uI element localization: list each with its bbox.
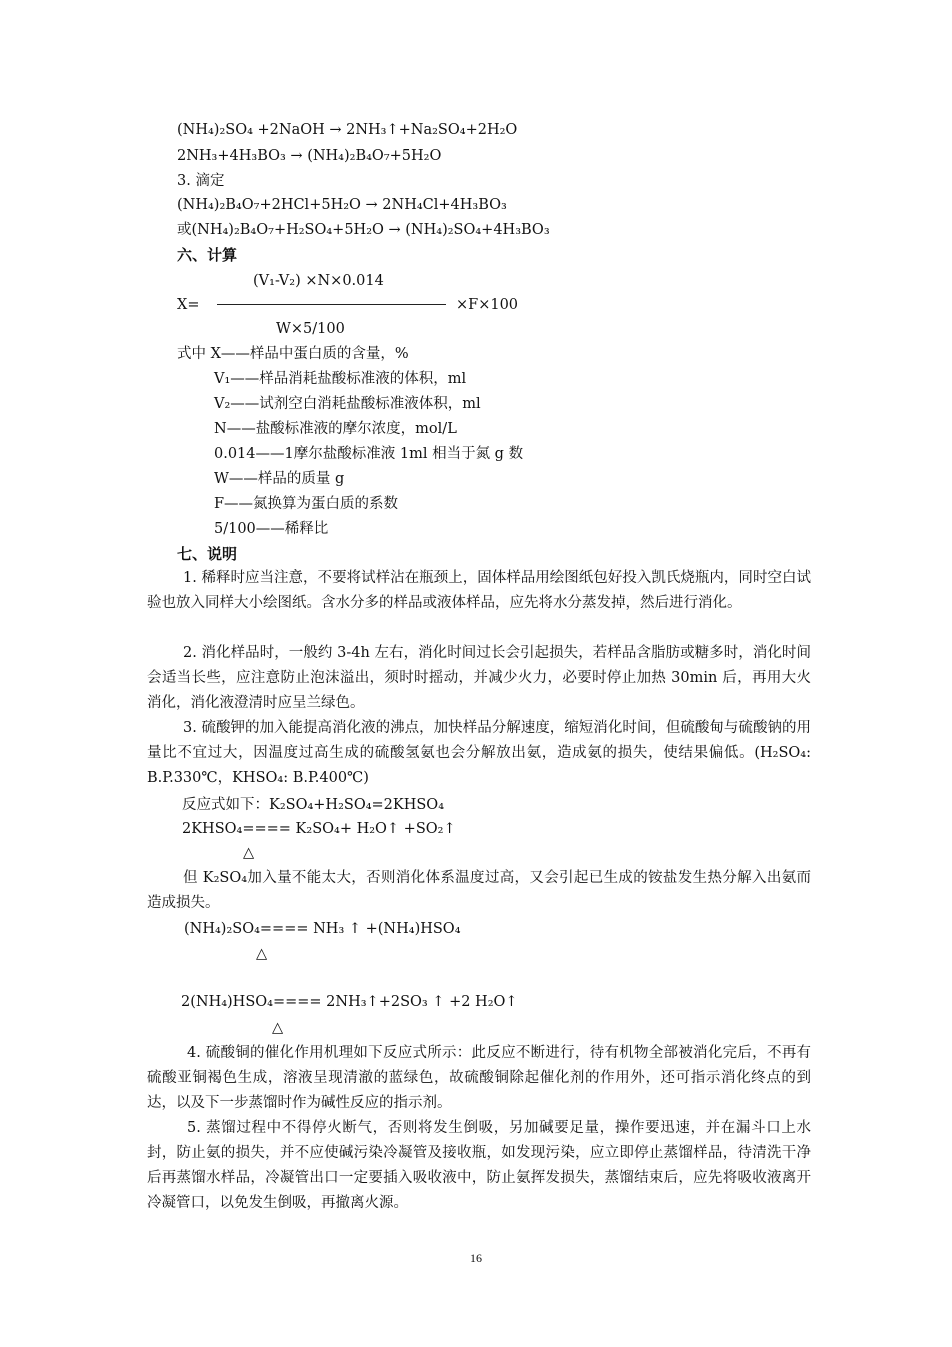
note-paragraph-1: 1. 稀释时应当注意，不要将试样沾在瓶颈上，固体样品用绘图纸包好投入凯氏烧瓶内，同时空白试验也放入同样大小绘图纸。含水分多的样品或液体样品，应先将水分蒸发掉，然后进行消化。 — [147, 570, 811, 611]
equation-3: (NH₄)₂B₄O₇+2HCl+5H₂O → 2NH₄Cl+4H₃BO₃ — [177, 197, 507, 213]
note-paragraph-3b: 但 K₂SO₄加入量不能太大，否则消化体系温度过高，又会引起已生成的铵盐发生热分解入出氨而造成损失。 — [147, 870, 811, 911]
step-3-title: 3. 滴定 — [177, 173, 225, 189]
definition-dilution: 5/100——稀释比 — [214, 521, 329, 537]
equation-8: 2(NH₄)HSO₄==== 2NH₃↑+2SO₃ ↑ +2 H₂O↑ — [181, 994, 518, 1010]
equation-4: 或(NH₄)₂B₄O₇+H₂SO₄+5H₂O → (NH₄)₂SO₄+4H₃BO₃ — [177, 222, 550, 238]
section-7-heading: 七、说明 — [177, 545, 238, 563]
definition-n: N——盐酸标准液的摩尔浓度，mol/L — [214, 421, 457, 437]
definition-x: 式中 X——样品中蛋白质的含量，% — [177, 346, 409, 362]
formula-rhs: ×F×100 — [456, 297, 519, 313]
equation-6: 2KHSO₄==== K₂SO₄+ H₂O↑ +SO₂↑ — [182, 821, 456, 837]
heat-symbol-3: △ — [272, 1020, 284, 1036]
heat-symbol-2: △ — [256, 946, 268, 962]
heat-symbol-1: △ — [243, 845, 255, 861]
note-paragraph-5: 5. 蒸馏过程中不得停火断气，否则将发生倒吸，另加碱要足量，操作要迅速，并在漏斗口上水封，防止氨的损失，并不应使碱污染冷凝管及接收瓶，如发现污染，应立即停止蒸馏样品，待清洗干净后再蒸馏水样品，冷凝管出口一定要插入吸收液中，防止氨挥发损失，蒸馏结束后，应先将吸收液离开冷凝管口，以免发生倒吸，再撤离火源。 — [147, 1120, 811, 1211]
formula-lhs: X= — [177, 297, 200, 313]
note-paragraph-4: 4. 硫酸铜的催化作用机理如下反应式所示：此反应不断进行，待有机物全部被消化完后，不再有硫酸亚铜褐色生成，溶液呈现清澈的蓝绿色，故硫酸铜除起催化剂的作用外，还可指示消化终点的到达，以及下一步蒸馏时作为碱性反应的指示剂。 — [147, 1045, 811, 1111]
formula-denominator: W×5/100 — [276, 321, 345, 337]
definition-f: F——氮换算为蛋白质的系数 — [214, 496, 399, 512]
note-paragraph-3: 3. 硫酸钾的加入能提高消化液的沸点，加快样品分解速度，缩短消化时间，但硫酸甸与硫酸钠的用量比不宜过大，因温度过高生成的硫酸氢氨也会分解放出氨，造成氨的损失，使结果偏低。(H₂SO₄: B.P.330℃，KHSO₄: B.P.400℃) — [147, 720, 811, 786]
equation-1: (NH₄)₂SO₄ +2NaOH → 2NH₃↑+Na₂SO₄+2H₂O — [177, 122, 518, 138]
definition-w: W——样品的质量 g — [214, 471, 345, 487]
equation-7: (NH₄)₂SO₄==== NH₃ ↑ +(NH₄)HSO₄ — [184, 921, 461, 937]
equation-2: 2NH₃+4H₃BO₃ → (NH₄)₂B₄O₇+5H₂O — [177, 148, 442, 164]
fraction-line — [217, 304, 446, 305]
equation-5: 反应式如下：K₂SO₄+H₂SO₄=2KHSO₄ — [182, 797, 445, 813]
note-paragraph-2: 2. 消化样品时，一般约 3-4h 左右，消化时间过长会引起损失，若样品含脂肪或糖多时，消化时间会适当长些，应注意防止泡沫溢出，须时时摇动，并减少火力，必要时停止加热 30min 后，再用大火消化，消化液澄清时应呈兰绿色。 — [147, 645, 811, 711]
definition-v2: V₂——试剂空白消耗盐酸标准液体积，ml — [214, 396, 481, 412]
page-number: 16 — [470, 1251, 482, 1265]
section-6-heading: 六、计算 — [177, 246, 238, 264]
definition-v1: V₁——样品消耗盐酸标准液的体积，ml — [214, 371, 467, 387]
definition-constant: 0.014——1摩尔盐酸标准液 1ml 相当于氮 g 数 — [214, 446, 524, 462]
formula-numerator: (V₁-V₂) ×N×0.014 — [253, 273, 384, 289]
